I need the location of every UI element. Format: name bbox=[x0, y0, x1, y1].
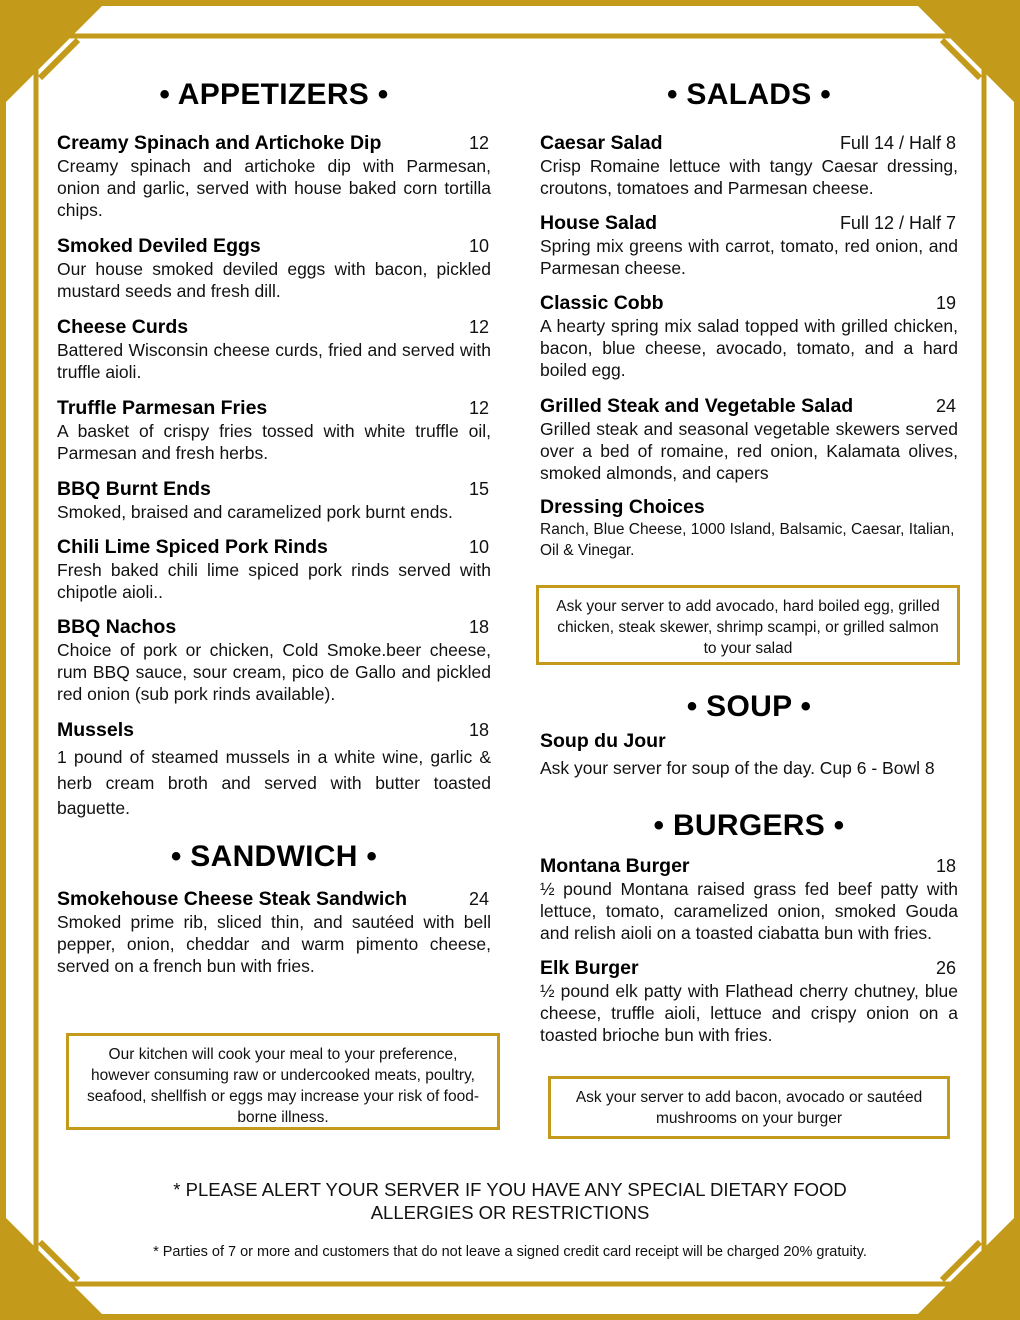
menu-item-price: 18 bbox=[468, 617, 489, 637]
menu-item-price: Full 14 / Half 8 bbox=[839, 133, 956, 153]
menu-item bbox=[57, 397, 491, 464]
right-column-lower bbox=[540, 690, 958, 1046]
menu-item bbox=[57, 888, 491, 977]
menu-item-description: Smoked prime rib, sliced thin, and sautéed with bell pepper, onion, cheddar and warm pimento cheese, served on a french bun with fries. bbox=[57, 911, 491, 976]
menu-item bbox=[540, 855, 958, 944]
menu-item-header bbox=[57, 132, 491, 155]
menu-item bbox=[57, 316, 491, 383]
menu-item-header bbox=[57, 478, 491, 501]
menu-item-name: House Salad bbox=[540, 212, 658, 234]
sandwich-list bbox=[57, 888, 491, 977]
burger-note-box bbox=[548, 1076, 950, 1139]
menu-item-name: Caesar Salad bbox=[540, 132, 663, 154]
menu-item-name: Truffle Parmesan Fries bbox=[57, 397, 268, 419]
menu-item-price: 18 bbox=[935, 856, 956, 876]
menu-item-name: Smoked Deviled Eggs bbox=[57, 235, 261, 257]
burger-note-text: Ask your server to add bacon, avocado or sautéed mushrooms on your burger bbox=[575, 1089, 923, 1127]
menu-item-name: Mussels bbox=[57, 719, 134, 741]
salad-note-box bbox=[536, 585, 960, 665]
menu-item-description: Choice of pork or chicken, Cold Smoke.beer cheese, rum BBQ sauce, sour cream, pico de Gallo and pickled red onion (sub pork rinds available). bbox=[57, 640, 491, 704]
menu-item-description: Fresh baked chili lime spiced pork rinds served with chipotle aioli.. bbox=[57, 560, 491, 602]
menu-item-name: Creamy Spinach and Artichoke Dip bbox=[57, 132, 382, 154]
menu-item-header bbox=[540, 957, 958, 980]
burgers-title: • BURGERS • bbox=[653, 809, 845, 842]
menu-item-description: A basket of crispy fries tossed with white truffle oil, Parmesan and fresh herbs. bbox=[57, 421, 491, 463]
right-column bbox=[540, 78, 958, 561]
menu-item-description: Ranch, Blue Cheese, 1000 Island, Balsamic, Caesar, Italian, Oil & Vinegar. bbox=[540, 521, 955, 559]
menu-item-description: Crisp Romaine lettuce with tangy Caesar dressing, croutons, tomatoes and Parmesan cheese. bbox=[540, 156, 958, 198]
menu-item-header bbox=[540, 855, 958, 878]
menu-item bbox=[57, 616, 491, 705]
menu-item-description: Ask your server for soup of the day. Cup 6 - Bowl 8 bbox=[540, 758, 935, 778]
soup-title: • SOUP • bbox=[686, 690, 812, 723]
menu-item-header bbox=[540, 395, 958, 418]
menu-item-description: Grilled steak and seasonal vegetable skewers served over a bed of romaine, red onion, Kalamata olives, smoked almonds, and capers bbox=[540, 419, 958, 483]
menu-item-name: Montana Burger bbox=[540, 855, 690, 877]
menu-item-price: 12 bbox=[468, 317, 489, 337]
menu-item bbox=[540, 957, 958, 1046]
menu-item-description: Creamy spinach and artichoke dip with Parmesan, onion and garlic, served with house baked corn tortilla chips. bbox=[57, 156, 491, 220]
menu-item-description: A hearty spring mix salad topped with grilled chicken, bacon, blue cheese, avocado, tomato, and a hard boiled egg. bbox=[540, 316, 958, 380]
menu-item bbox=[540, 496, 958, 561]
menu-item-name: Smokehouse Cheese Steak Sandwich bbox=[57, 887, 408, 910]
menu-item bbox=[57, 132, 491, 221]
menu-item-price: 18 bbox=[468, 720, 489, 740]
menu-item-header bbox=[57, 719, 491, 742]
appetizers-title: • APPETIZERS • bbox=[159, 78, 389, 111]
menu-item-description: ½ pound elk patty with Flathead cherry chutney, blue cheese, truffle aioli, lettuce and crispy onion on a toasted brioche bun with fries. bbox=[540, 981, 958, 1045]
burgers-list bbox=[540, 855, 958, 1046]
menu-item bbox=[540, 395, 958, 484]
menu-item-price: 10 bbox=[468, 537, 489, 557]
menu-item-header bbox=[57, 888, 491, 911]
menu-item bbox=[540, 730, 958, 779]
menu-item-header bbox=[57, 616, 491, 639]
sandwich-title: • SANDWICH • bbox=[170, 839, 378, 873]
menu-item-price: Full 12 / Half 7 bbox=[839, 213, 956, 233]
menu-item-header bbox=[57, 316, 491, 339]
salads-list bbox=[540, 132, 958, 561]
menu-item-price: 26 bbox=[935, 958, 956, 978]
menu-item-header bbox=[540, 730, 958, 753]
menu-item-description: Our house smoked deviled eggs with bacon, pickled mustard seeds and fresh dill. bbox=[57, 259, 491, 301]
menu-item-description: ½ pound Montana raised grass fed beef patty with lettuce, tomato, caramelized onion, smoked Gouda and relish aioli on a toasted ciabatta bun with fries. bbox=[540, 879, 958, 943]
appetizers-list bbox=[57, 132, 491, 822]
menu-item-description: Battered Wisconsin cheese curds, fried and served with truffle aioli. bbox=[57, 340, 491, 382]
menu-item-header bbox=[57, 235, 491, 258]
gratuity-note: * Parties of 7 or more and customers that do not leave a signed credit card receipt will be charged 20% gratuity. bbox=[153, 1244, 867, 1260]
menu-item-description: 1 pound of steamed mussels in a white wine, garlic & herb cream broth and served with butter toasted baguette. bbox=[57, 747, 491, 818]
menu-item bbox=[57, 719, 491, 822]
kitchen-note-text: Our kitchen will cook your meal to your preference, however consuming raw or undercooked meats, poultry, seafood, shellfish or eggs may increase your risk of food-borne illness. bbox=[87, 1046, 479, 1126]
menu-item-header bbox=[540, 496, 958, 519]
allergy-alert: * PLEASE ALERT YOUR SERVER IF YOU HAVE ANY SPECIAL DIETARY FOOD ALLERGIES OR RESTRICTIONS bbox=[173, 1179, 847, 1223]
menu-item-price: 10 bbox=[468, 236, 489, 256]
menu-item bbox=[57, 478, 491, 523]
menu-item-name: Chili Lime Spiced Pork Rinds bbox=[57, 536, 328, 558]
menu-item-name: Soup du Jour bbox=[540, 730, 666, 752]
menu-item-price: 12 bbox=[468, 133, 489, 153]
menu-item-header bbox=[540, 132, 958, 155]
menu-item-name: BBQ Nachos bbox=[57, 616, 177, 638]
menu-item-price: 12 bbox=[468, 398, 489, 418]
menu-item bbox=[57, 536, 491, 603]
left-column bbox=[57, 78, 491, 977]
menu-item-name: Classic Cobb bbox=[540, 292, 664, 314]
menu-item-description: Spring mix greens with carrot, tomato, red onion, and Parmesan cheese. bbox=[540, 236, 958, 278]
menu-item-price: 15 bbox=[468, 479, 489, 499]
menu-item-price: 24 bbox=[468, 888, 489, 909]
menu-item-header bbox=[57, 536, 491, 559]
menu-item-name: Cheese Curds bbox=[57, 316, 189, 338]
kitchen-note-box bbox=[66, 1033, 500, 1130]
menu-item bbox=[540, 132, 958, 199]
salads-title: • SALADS • bbox=[666, 78, 831, 111]
menu-item bbox=[57, 235, 491, 302]
menu-item-name: BBQ Burnt Ends bbox=[57, 478, 211, 500]
salad-note-text: Ask your server to add avocado, hard boiled egg, grilled chicken, steak skewer, shrimp scampi, or grilled salmon to your salad bbox=[556, 598, 940, 657]
menu-item-name: Grilled Steak and Vegetable Salad bbox=[540, 395, 854, 417]
menu-item-description: Smoked, braised and caramelized pork burnt ends. bbox=[57, 502, 453, 522]
menu-item-header bbox=[540, 292, 958, 315]
menu-item bbox=[540, 292, 958, 381]
menu-item-header bbox=[540, 212, 958, 235]
soup-list bbox=[540, 730, 958, 779]
menu-item-price: 19 bbox=[935, 293, 956, 313]
menu-item bbox=[540, 212, 958, 279]
menu-item-price: 24 bbox=[935, 396, 956, 416]
menu-item-header bbox=[57, 397, 491, 420]
menu-item-name: Elk Burger bbox=[540, 957, 639, 979]
menu-item-name: Dressing Choices bbox=[540, 496, 705, 518]
